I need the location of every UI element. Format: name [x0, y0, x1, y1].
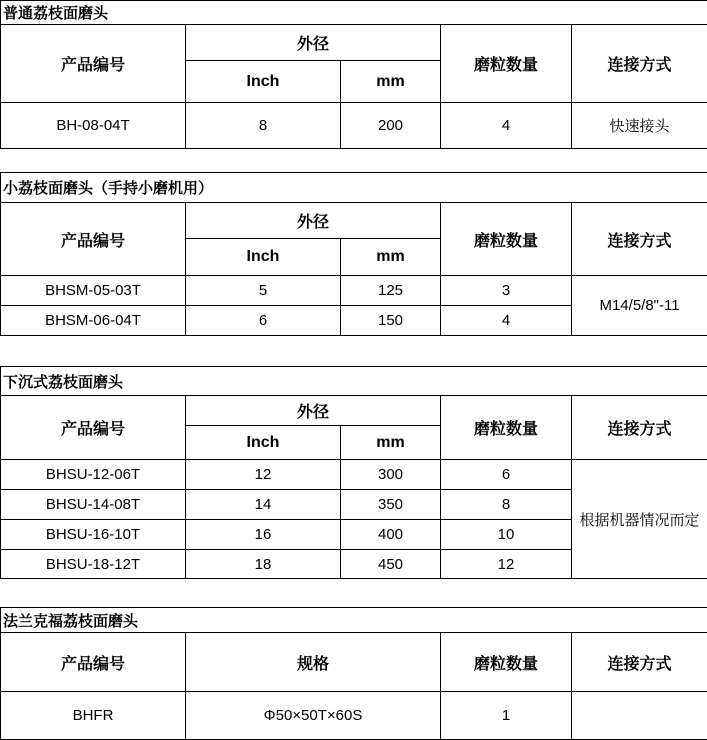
header-inch: Inch: [186, 239, 341, 276]
header-product-code: 产品编号: [1, 633, 186, 692]
header-row: [1, 203, 707, 239]
product-code: BHSU-14-08T: [1, 490, 186, 520]
connection-type: [572, 692, 707, 740]
table-row: [1, 276, 707, 306]
inch-value: 5: [186, 276, 341, 306]
header-product-code: 产品编号: [1, 396, 186, 460]
header-mm: mm: [341, 426, 441, 460]
header-product-code: 产品编号: [1, 203, 186, 276]
connection-type: M14/5/8"-11: [572, 276, 707, 336]
header-connection: 连接方式: [572, 633, 707, 692]
product-table: [0, 607, 707, 740]
header-outer-diameter: 外径: [186, 203, 441, 239]
product-code: BHSU-12-06T: [1, 460, 186, 490]
product-code: BHSM-05-03T: [1, 276, 186, 306]
grit-count: 12: [441, 550, 572, 579]
mm-value: 450: [341, 550, 441, 579]
product-code: BH-08-04T: [1, 103, 186, 149]
product-table: [0, 0, 707, 149]
header-row: [1, 633, 707, 692]
header-row: [1, 396, 707, 426]
table-title: 小荔枝面磨头（手持小磨机用）: [1, 173, 707, 203]
header-grit-count: 磨粒数量: [441, 203, 572, 276]
header-grit-count: 磨粒数量: [441, 396, 572, 460]
product-table: [0, 366, 707, 579]
table-title: 法兰克福荔枝面磨头: [1, 608, 707, 633]
grit-count: 4: [441, 103, 572, 149]
header-spec: 规格: [186, 633, 441, 692]
table-row: [1, 103, 707, 149]
header-grit-count: 磨粒数量: [441, 25, 572, 103]
grit-count: 8: [441, 490, 572, 520]
header-connection: 连接方式: [572, 203, 707, 276]
inch-value: 12: [186, 460, 341, 490]
header-connection: 连接方式: [572, 25, 707, 103]
inch-value: 18: [186, 550, 341, 579]
mm-value: 350: [341, 490, 441, 520]
inch-value: 14: [186, 490, 341, 520]
connection-type: 根据机器情况而定: [572, 460, 707, 579]
product-code: BHSU-16-10T: [1, 520, 186, 550]
grit-count: 6: [441, 460, 572, 490]
mm-value: 125: [341, 276, 441, 306]
header-inch: Inch: [186, 61, 341, 103]
product-code: BHSM-06-04T: [1, 306, 186, 336]
inch-value: 16: [186, 520, 341, 550]
table-row: [1, 460, 707, 490]
header-mm: mm: [341, 239, 441, 276]
table-title: 普通荔枝面磨头: [1, 1, 707, 25]
grit-count: 3: [441, 276, 572, 306]
grit-count: 4: [441, 306, 572, 336]
header-product-code: 产品编号: [1, 25, 186, 103]
table-row: [1, 692, 707, 740]
mm-value: 150: [341, 306, 441, 336]
header-mm: mm: [341, 61, 441, 103]
header-grit-count: 磨粒数量: [441, 633, 572, 692]
header-inch: Inch: [186, 426, 341, 460]
spec: Φ50×50T×60S: [186, 692, 441, 740]
grit-count: 10: [441, 520, 572, 550]
table-title: 下沉式荔枝面磨头: [1, 367, 707, 396]
mm-value: 300: [341, 460, 441, 490]
product-code: BHSU-18-12T: [1, 550, 186, 579]
grit-count: 1: [441, 692, 572, 740]
header-row: [1, 25, 707, 61]
product-table: [0, 172, 707, 336]
header-connection: 连接方式: [572, 396, 707, 460]
mm-value: 200: [341, 103, 441, 149]
product-code: BHFR: [1, 692, 186, 740]
inch-value: 8: [186, 103, 341, 149]
header-outer-diameter: 外径: [186, 25, 441, 61]
header-outer-diameter: 外径: [186, 396, 441, 426]
mm-value: 400: [341, 520, 441, 550]
inch-value: 6: [186, 306, 341, 336]
connection-type: 快速接头: [572, 103, 707, 149]
